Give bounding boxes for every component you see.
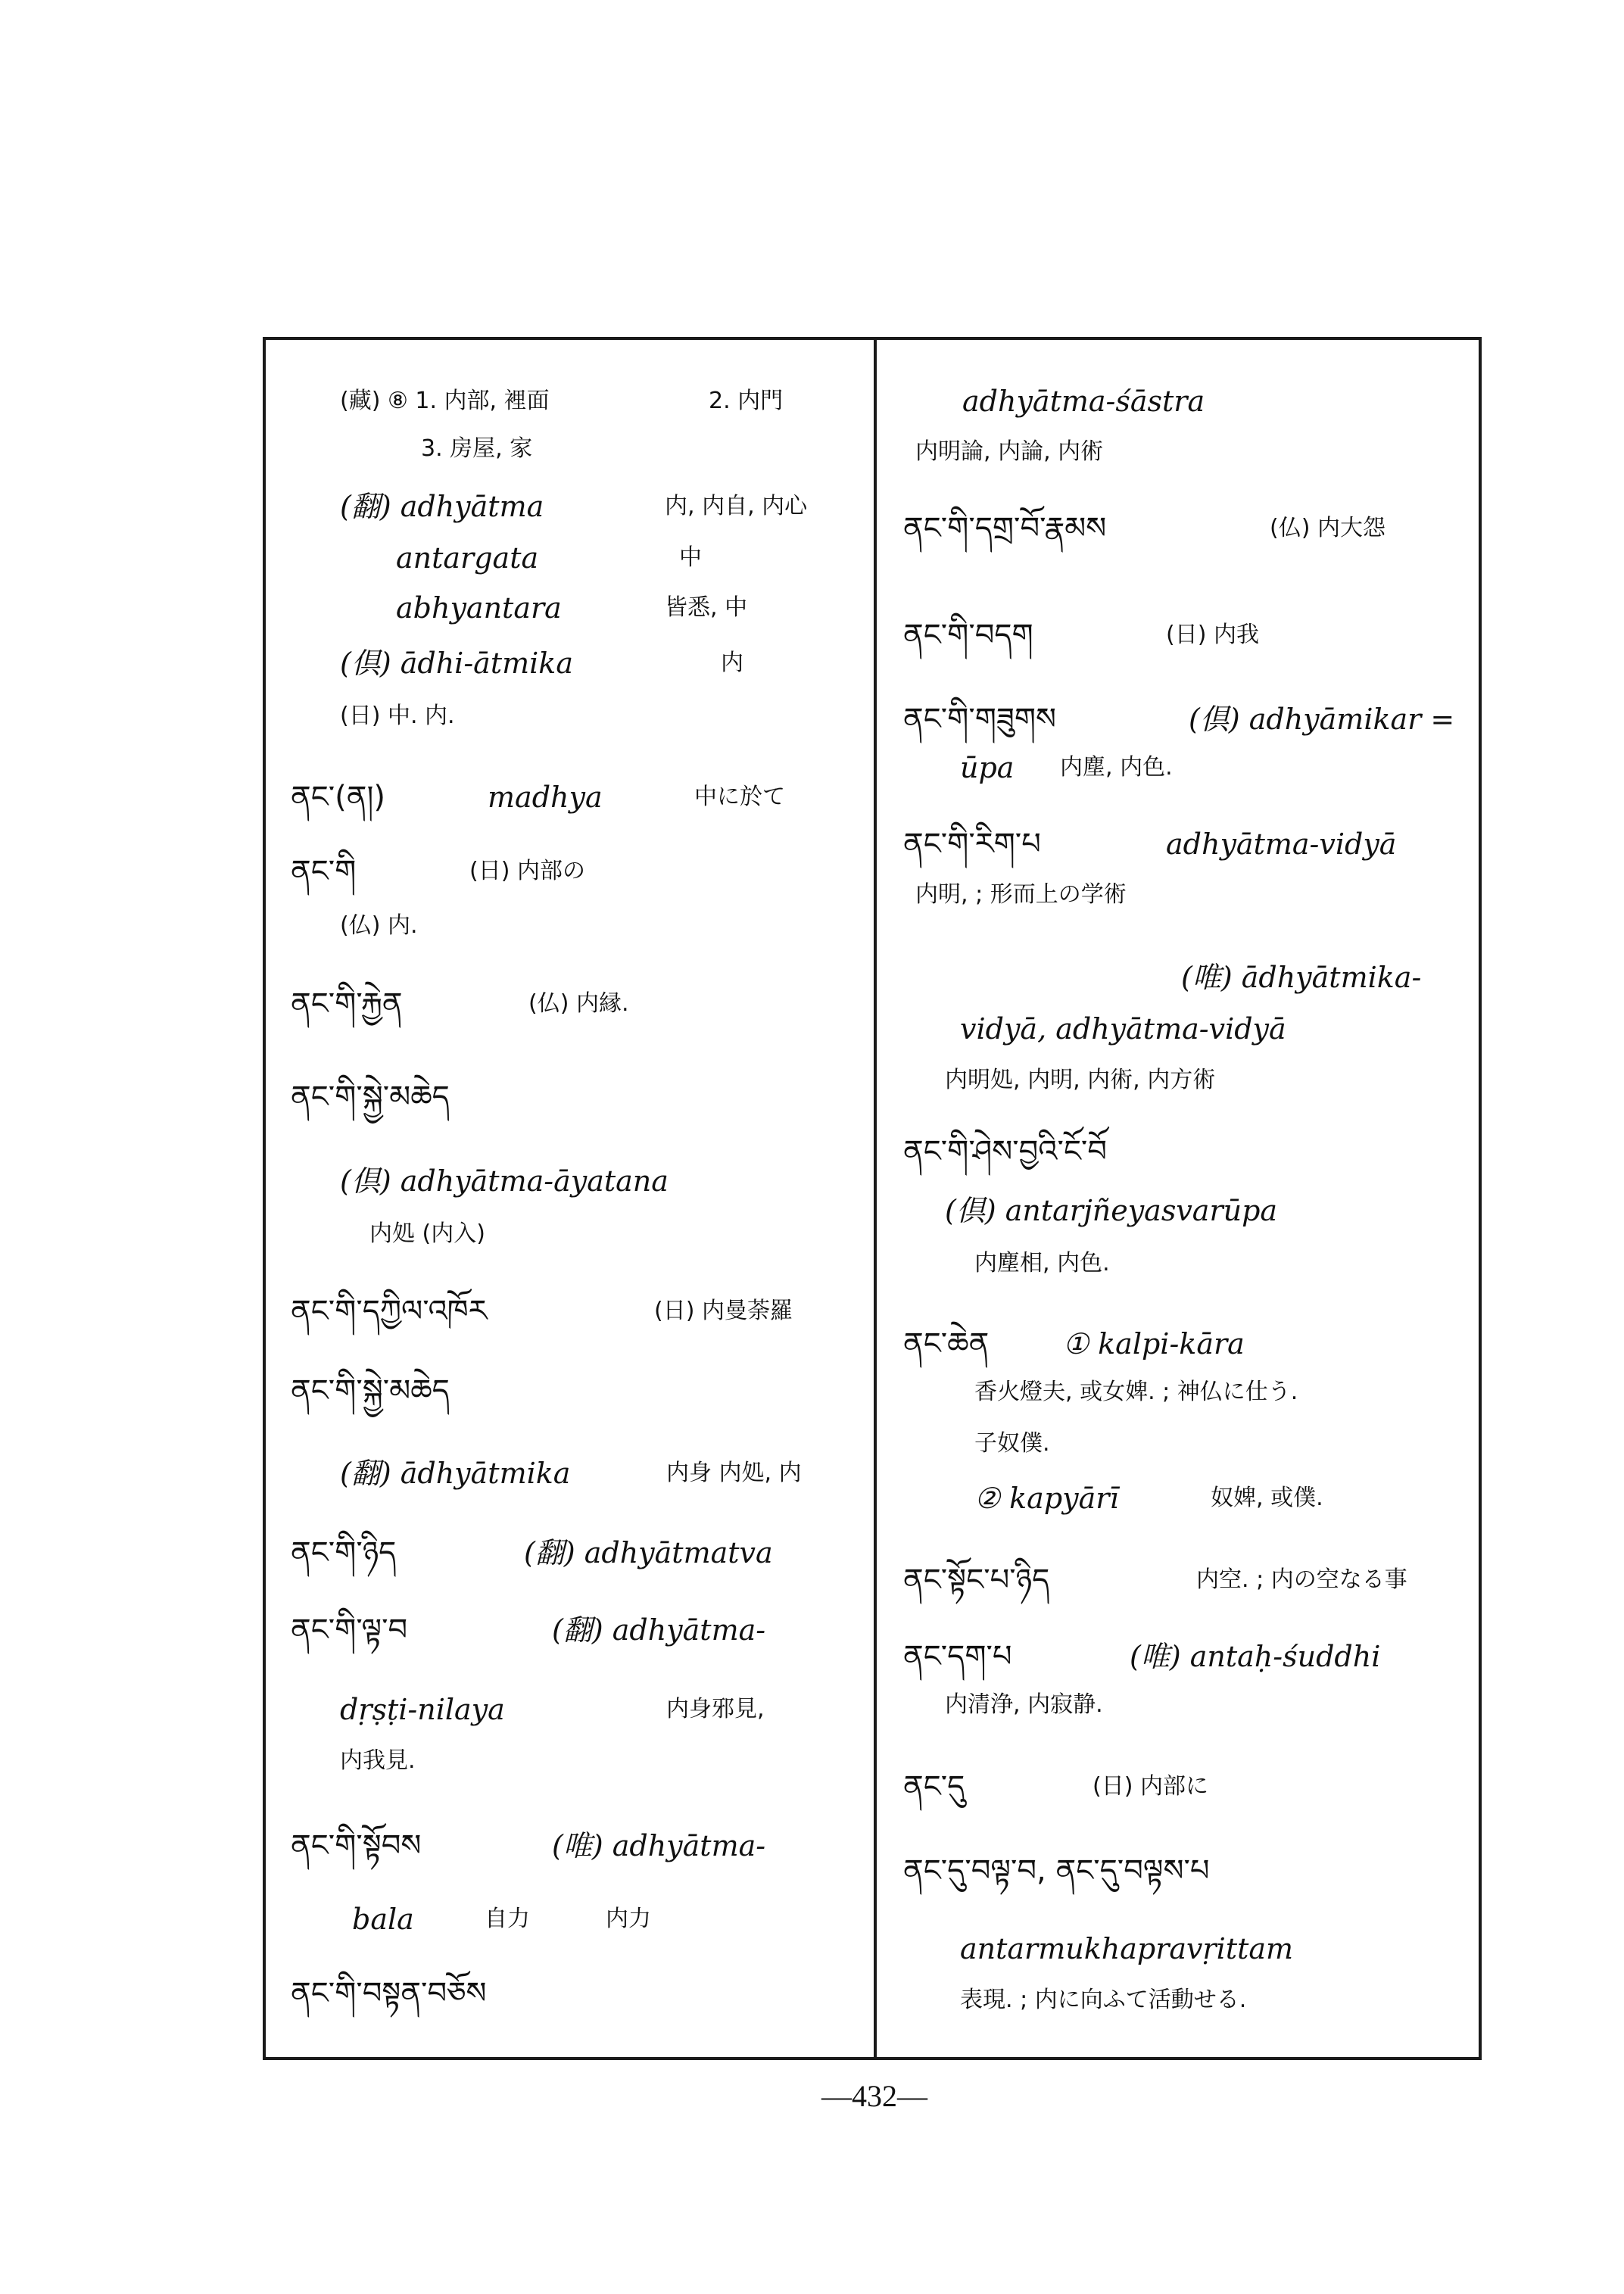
sanskrit-equivalent: (倶) adhyāmikar =: [1189, 703, 1455, 736]
tibetan-headword: ནང་གི་བདག: [903, 618, 1033, 653]
sanskrit-equivalent: (倶) ādhi-ātmika: [340, 647, 573, 680]
definition-gloss: 内身邪見,: [666, 1696, 765, 1722]
definition-gloss: 皆悉, 中: [665, 594, 748, 621]
sanskrit-equivalent: (唯) adhyātma-: [552, 1829, 766, 1862]
sanskrit-equivalent: (唯) antaḥ-śuddhi: [1130, 1640, 1381, 1673]
sanskrit-equivalent: (倶) antarjñeyasvarūpa: [945, 1194, 1278, 1227]
tibetan-headword: ནང་གི: [291, 854, 357, 889]
tibetan-headword: ནང་གི་བསྟན་བཅོས: [291, 1976, 487, 2011]
definition-gloss: (仏) 内大怨: [1270, 515, 1386, 541]
sanskrit-equivalent: bala: [352, 1903, 414, 1936]
definition-gloss: 内空. ; 内の空なる事: [1196, 1566, 1407, 1593]
sanskrit-equivalent: (翻) adhyātmatva: [524, 1536, 773, 1569]
sanskrit-equivalent: vidyā, adhyātma-vidyā: [960, 1012, 1286, 1046]
sanskrit-equivalent: (翻) ādhyātmika: [340, 1457, 571, 1490]
tibetan-headword: ནང་གི་སྟོབས: [291, 1828, 422, 1863]
definition-gloss: 内明処, 内明, 内術, 内方術: [945, 1067, 1216, 1093]
definition-gloss: 奴婢, 或僕.: [1211, 1485, 1323, 1511]
tibetan-headword: ནང་གི་ལྟ་བ: [291, 1613, 408, 1647]
tibetan-headword: ནང་དུ་བལྟ་བ, ནང་དུ་བལྟས་པ: [903, 1853, 1210, 1888]
definition-gloss: 内塵相, 内色.: [974, 1250, 1110, 1276]
definition-gloss: 内身 内処, 内: [666, 1460, 802, 1486]
definition-gloss: 中に於て: [694, 784, 785, 810]
definition-gloss: (藏) ⑧ 1. 内部, 裡面: [340, 388, 550, 414]
sanskrit-equivalent: (翻) adhyātma-: [552, 1613, 766, 1647]
tibetan-headword: ནང་གི་སྐྱེ་མཆེད: [291, 1373, 450, 1408]
definition-gloss: 香火燈夫, 或女婢. ; 神仏に仕う.: [974, 1379, 1298, 1405]
sanskrit-equivalent: (倶) adhyātma-āyatana: [340, 1164, 669, 1198]
definition-gloss: 2. 内門: [709, 388, 784, 414]
tibetan-headword: ནང་དག་པ: [903, 1639, 1012, 1674]
definition-gloss: 子奴僕.: [974, 1430, 1050, 1457]
definition-gloss: 3. 房屋, 家: [421, 435, 533, 462]
definition-gloss: 中: [679, 544, 702, 571]
definition-gloss: 表現. ; 内に向ふて活動せる.: [960, 1987, 1247, 2013]
tibetan-headword: ནང་གི་གཟུགས: [903, 702, 1056, 737]
definition-gloss: (日) 中. 内.: [340, 703, 455, 729]
definition-gloss: 内: [721, 650, 743, 676]
sanskrit-equivalent: abhyantara: [396, 591, 562, 625]
definition-gloss: 内明論, 内論, 内術: [915, 438, 1104, 465]
definition-gloss: 内処 (内入): [369, 1220, 485, 1247]
sanskrit-equivalent: (唯) ādhyātmika-: [1181, 961, 1422, 994]
tibetan-headword: ནང་གི་རྐྱེན: [291, 986, 403, 1021]
tibetan-headword: ནང་གི་ཉིད: [291, 1535, 397, 1570]
tibetan-headword: ནང་གི་དཀྱིལ་འཁོར: [291, 1294, 488, 1329]
definition-gloss: (日) 内我: [1166, 622, 1259, 648]
tibetan-headword: ནང་གི་ཤེས་བྱའི་ངོ་བོ: [903, 1134, 1107, 1169]
definition-gloss: 内我見.: [340, 1747, 416, 1774]
tibetan-headword: ནང་དུ: [903, 1769, 965, 1804]
tibetan-headword: ནང་གི་དགྲ་བོ་རྣམས: [903, 511, 1107, 546]
sanskrit-equivalent: madhya: [488, 781, 603, 814]
definition-gloss: 内明, ; 形而上の学術: [915, 881, 1127, 908]
sanskrit-equivalent: adhyātma-vidyā: [1166, 828, 1397, 861]
sanskrit-equivalent: antargata: [396, 541, 539, 575]
definition-gloss: (日) 内曼荼羅: [654, 1298, 793, 1324]
sanskrit-equivalent: ① kalpi-kāra: [1063, 1327, 1245, 1361]
sanskrit-equivalent: dṛṣṭi-nilaya: [340, 1693, 505, 1726]
sanskrit-equivalent: (翻) adhyātma: [340, 490, 544, 523]
page-number: —432—: [821, 2079, 927, 2113]
column-divider: [874, 337, 877, 2060]
tibetan-headword: ནང་གི་རིག་པ: [903, 827, 1041, 862]
tibetan-headword: ནང་སྟོང་པ་ཉིད: [903, 1563, 1050, 1597]
tibetan-headword: ནང་ཆེན: [903, 1326, 990, 1361]
tibetan-headword: ནང་གི་སྐྱེ་མཆེད: [291, 1080, 450, 1114]
sanskrit-equivalent: ② kapyārī: [974, 1482, 1119, 1515]
definition-gloss: 内清浄, 内寂静.: [945, 1691, 1103, 1718]
definition-gloss: (日) 内部に: [1093, 1773, 1208, 1800]
definition-gloss: 内, 内自, 内心: [665, 493, 808, 519]
definition-gloss: 自力: [485, 1906, 530, 1932]
sanskrit-equivalent: adhyātma-śāstra: [962, 385, 1205, 418]
sanskrit-equivalent: antarmukhapravṛittam: [960, 1932, 1294, 1965]
sanskrit-equivalent: ūpa: [960, 751, 1015, 784]
definition-gloss: 内力: [606, 1906, 651, 1932]
definition-gloss: (仏) 内縁.: [528, 990, 629, 1017]
definition-gloss: 内塵, 内色.: [1060, 754, 1173, 781]
definition-gloss: (仏) 内.: [340, 912, 418, 939]
definition-gloss: (日) 内部の: [469, 858, 585, 884]
tibetan-headword: ནང་(ན།): [291, 780, 385, 815]
